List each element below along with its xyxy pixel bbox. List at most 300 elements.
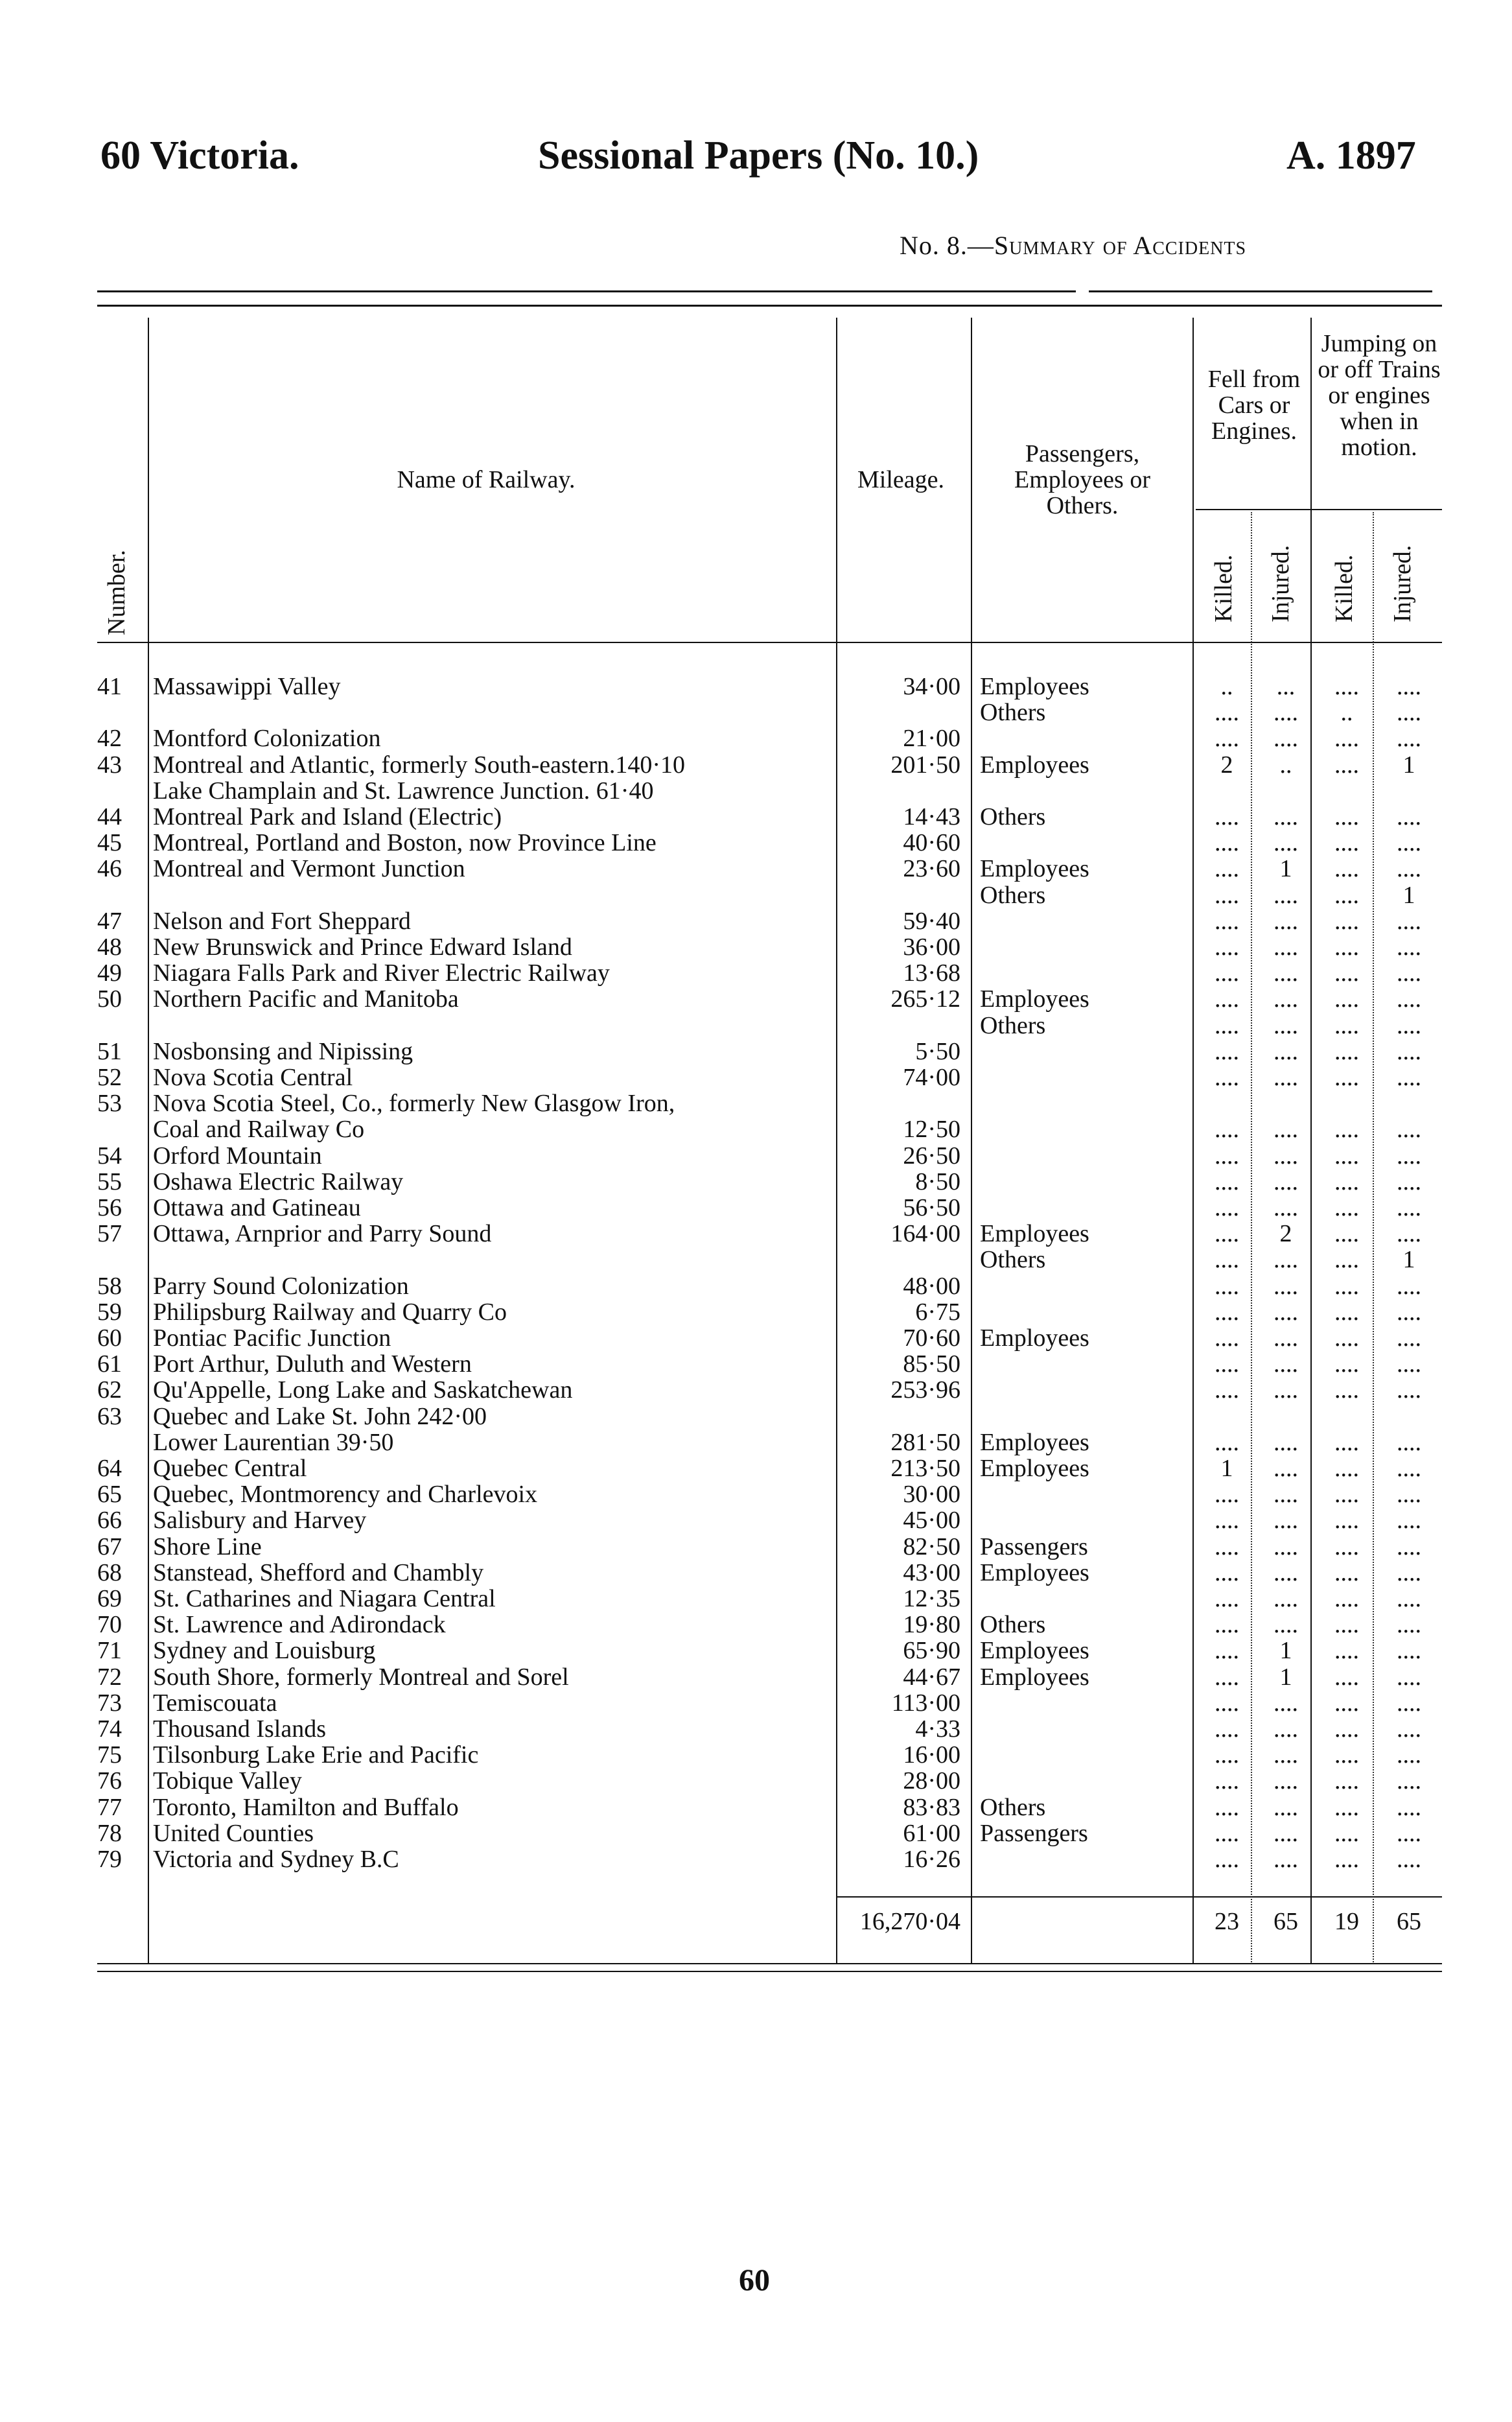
fell-killed: 2 [1220, 753, 1233, 778]
jump-killed: .... [1334, 1013, 1359, 1039]
jump-injured: .... [1397, 1586, 1421, 1612]
mileage: 281·50 [890, 1430, 960, 1455]
jump-killed: .... [1334, 1795, 1359, 1820]
row-number: 67 [97, 1534, 122, 1560]
col-header-name: Name of Railway. [397, 466, 576, 493]
fell-injured: 1 [1279, 856, 1292, 882]
mileage: 8·50 [915, 1170, 960, 1195]
fell-injured: .... [1274, 1378, 1298, 1403]
fell-injured: .... [1274, 1013, 1298, 1039]
row-number: 51 [97, 1039, 122, 1064]
jump-killed: .... [1334, 856, 1359, 882]
row-number: 63 [97, 1404, 122, 1429]
jump-killed: .... [1334, 1300, 1359, 1325]
railway-name: Sydney and Louisburg [153, 1638, 376, 1664]
jump-injured: .... [1397, 1300, 1421, 1325]
table-row [0, 1195, 1512, 1221]
railway-name: Oshawa Electric Railway [153, 1170, 404, 1195]
table-row [0, 1170, 1512, 1195]
row-number: 62 [97, 1378, 122, 1403]
jump-injured: .... [1397, 1847, 1421, 1872]
jump-killed: .... [1334, 1665, 1359, 1690]
person-class: Others [980, 805, 1046, 830]
mileage: 45·00 [903, 1508, 960, 1533]
col-header-fell-killed: Killed. [1210, 554, 1237, 622]
mileage: 61·00 [903, 1821, 960, 1846]
table-row [0, 1247, 1512, 1273]
fell-injured: .... [1274, 1847, 1298, 1872]
row-number: 42 [97, 726, 122, 751]
person-class: Employees [980, 1430, 1089, 1455]
jump-killed: .... [1334, 726, 1359, 751]
running-head-year: A. 1897 [1286, 134, 1416, 178]
railway-name: Montreal and Vermont Junction [153, 856, 465, 882]
fell-injured: .... [1274, 1065, 1298, 1090]
fell-injured: .... [1274, 1769, 1298, 1794]
table-row [0, 1430, 1512, 1455]
table-row [0, 700, 1512, 725]
railway-name: South Shore, formerly Montreal and Sorel [153, 1665, 569, 1690]
jump-killed: .... [1334, 1221, 1359, 1247]
fell-killed: .... [1215, 1430, 1239, 1455]
mileage: 26·50 [903, 1144, 960, 1169]
row-number: 52 [97, 1065, 122, 1090]
fell-injured: .... [1274, 1821, 1298, 1846]
jump-killed: .... [1334, 1691, 1359, 1716]
total-mileage: 16,270·04 [859, 1909, 960, 1934]
fell-killed: .... [1215, 1326, 1239, 1351]
fell-killed: .... [1215, 830, 1239, 856]
fell-killed: .... [1215, 1065, 1239, 1090]
mileage: 83·83 [903, 1795, 960, 1820]
fell-injured: .... [1274, 1534, 1298, 1560]
fell-injured: .... [1274, 1691, 1298, 1716]
totals-row [0, 1909, 1512, 1934]
fell-killed: .... [1215, 1821, 1239, 1846]
railway-name: Nova Scotia Steel, Co., formerly New Glasgow Iron, [153, 1091, 675, 1116]
jump-injured: .... [1397, 1795, 1421, 1820]
row-number: 77 [97, 1795, 122, 1820]
mileage: 14·43 [903, 805, 960, 830]
railway-name: United Counties [153, 1821, 314, 1846]
table-row [0, 935, 1512, 960]
fell-injured: .. [1279, 753, 1292, 778]
jump-killed: .... [1334, 1586, 1359, 1612]
fell-killed: .... [1215, 1638, 1239, 1664]
bottom-rule-1 [97, 1963, 1442, 1964]
jump-injured: .... [1397, 1769, 1421, 1794]
totals-rule [836, 1896, 1442, 1898]
fell-injured: 1 [1279, 1665, 1292, 1690]
person-class: Employees [980, 1221, 1089, 1247]
table-row [0, 883, 1512, 908]
row-number: 70 [97, 1612, 122, 1638]
fell-killed: .... [1215, 883, 1239, 908]
person-class: Employees [980, 674, 1089, 700]
jump-killed: .... [1334, 1821, 1359, 1846]
fell-injured: .... [1274, 1039, 1298, 1064]
jump-killed: .... [1334, 805, 1359, 830]
col-header-mileage: Mileage. [857, 466, 944, 493]
table-row [0, 1091, 1512, 1116]
table-row [0, 961, 1512, 986]
fell-injured: .... [1274, 1717, 1298, 1742]
jump-killed: .... [1334, 1769, 1359, 1794]
subheader-rule [1196, 509, 1442, 510]
fell-injured: .... [1274, 1195, 1298, 1221]
fell-injured: .... [1274, 987, 1298, 1012]
mileage: 265·12 [890, 987, 960, 1012]
fell-killed: .... [1215, 1691, 1239, 1716]
jump-injured: .... [1397, 1352, 1421, 1377]
fell-injured: .... [1274, 805, 1298, 830]
fell-killed: .... [1215, 1769, 1239, 1794]
person-class: Others [980, 1013, 1046, 1039]
mileage: 12·35 [903, 1586, 960, 1612]
row-number: 50 [97, 987, 122, 1012]
table-row [0, 1300, 1512, 1325]
fell-injured: .... [1274, 1430, 1298, 1455]
table-row [0, 1221, 1512, 1247]
person-class: Employees [980, 1560, 1089, 1586]
jump-killed: .. [1340, 700, 1353, 725]
fell-killed: .... [1215, 1013, 1239, 1039]
table-row [0, 1065, 1512, 1090]
table-row [0, 1378, 1512, 1403]
jump-injured: .... [1397, 1326, 1421, 1351]
railway-name: Nelson and Fort Sheppard [153, 909, 411, 934]
jump-injured: .... [1397, 674, 1421, 700]
table-row [0, 1612, 1512, 1638]
jump-injured: .... [1397, 1743, 1421, 1768]
mileage: 30·00 [903, 1482, 960, 1507]
header-bottom-rule [97, 642, 1442, 643]
total-jump-injured: 65 [1397, 1909, 1421, 1934]
total-fell-injured: 65 [1274, 1909, 1298, 1934]
jump-injured: .... [1397, 1821, 1421, 1846]
mileage: 6·75 [915, 1300, 960, 1325]
table-row [0, 856, 1512, 882]
fell-killed: .... [1215, 1847, 1239, 1872]
fell-killed: .... [1215, 700, 1239, 725]
jump-injured: .... [1397, 1117, 1421, 1142]
jump-injured: .... [1397, 935, 1421, 960]
mileage: 40·60 [903, 830, 960, 856]
table-title-prefix: No. 8.— [900, 231, 994, 260]
fell-injured: .... [1274, 1456, 1298, 1481]
railway-name: Parry Sound Colonization [153, 1274, 409, 1299]
jump-killed: .... [1334, 1717, 1359, 1742]
railway-name: Quebec and Lake St. John 242·00 [153, 1404, 487, 1429]
mileage: 74·00 [903, 1065, 960, 1090]
table-row [0, 1117, 1512, 1142]
jump-killed: .... [1334, 1378, 1359, 1403]
table-row [0, 726, 1512, 751]
jump-killed: .... [1334, 935, 1359, 960]
top-rule-right [1089, 290, 1432, 292]
table-row [0, 1013, 1512, 1039]
fell-killed: .... [1215, 1117, 1239, 1142]
fell-injured: .... [1274, 1247, 1298, 1273]
mileage: 253·96 [890, 1378, 960, 1403]
railway-name: Salisbury and Harvey [153, 1508, 367, 1533]
fell-killed: .... [1215, 856, 1239, 882]
table-row [0, 1847, 1512, 1872]
jump-injured: .... [1397, 1482, 1421, 1507]
jump-killed: .... [1334, 1508, 1359, 1533]
table-row [0, 1717, 1512, 1742]
row-number: 74 [97, 1717, 122, 1742]
jump-killed: .... [1334, 1847, 1359, 1872]
fell-killed: .... [1215, 909, 1239, 934]
fell-injured: .... [1274, 1170, 1298, 1195]
running-head-left: 60 Victoria. [100, 134, 299, 178]
table-row [0, 805, 1512, 830]
railway-name: Pontiac Pacific Junction [153, 1326, 391, 1351]
jump-killed: .... [1334, 674, 1359, 700]
jump-injured: .... [1397, 805, 1421, 830]
jump-killed: .... [1334, 1326, 1359, 1351]
mileage: 113·00 [891, 1691, 960, 1716]
table-row [0, 1586, 1512, 1612]
row-number: 46 [97, 856, 122, 882]
jump-injured: .... [1397, 987, 1421, 1012]
row-number: 59 [97, 1300, 122, 1325]
row-number: 73 [97, 1691, 122, 1716]
mileage: 82·50 [903, 1534, 960, 1560]
jump-injured: .... [1397, 700, 1421, 725]
row-number: 72 [97, 1665, 122, 1690]
mileage: 43·00 [903, 1560, 960, 1586]
fell-killed: 1 [1220, 1456, 1233, 1481]
fell-injured: .... [1274, 961, 1298, 986]
jump-killed: .... [1334, 1612, 1359, 1638]
fell-killed: .... [1215, 1300, 1239, 1325]
person-class: Passengers [980, 1534, 1088, 1560]
fell-injured: .... [1274, 1508, 1298, 1533]
railway-name: Victoria and Sydney B.C [153, 1847, 399, 1872]
row-number: 68 [97, 1560, 122, 1586]
railway-name: Shore Line [153, 1534, 262, 1560]
person-class: Others [980, 883, 1046, 908]
railway-name: Montreal Park and Island (Electric) [153, 805, 502, 830]
row-number: 65 [97, 1482, 122, 1507]
mileage: 16·26 [903, 1847, 960, 1872]
table-row [0, 1769, 1512, 1794]
col-header-class: Passengers, Employees or Others. [1014, 440, 1150, 519]
jump-killed: .... [1334, 1039, 1359, 1064]
fell-killed: .... [1215, 1508, 1239, 1533]
table-row [0, 1352, 1512, 1377]
table-row [0, 674, 1512, 700]
total-fell-killed: 23 [1215, 1909, 1239, 1934]
fell-injured: .... [1274, 1795, 1298, 1820]
row-number: 55 [97, 1170, 122, 1195]
fell-injured: 1 [1279, 1638, 1292, 1664]
mileage: 85·50 [903, 1352, 960, 1377]
fell-injured: .... [1274, 883, 1298, 908]
jump-killed: .... [1334, 909, 1359, 934]
jump-killed: .... [1334, 1247, 1359, 1273]
fell-injured: .... [1274, 1743, 1298, 1768]
jump-injured: 1 [1402, 1247, 1415, 1273]
jump-injured: .... [1397, 1065, 1421, 1090]
fell-injured: .... [1274, 1612, 1298, 1638]
row-number: 66 [97, 1508, 122, 1533]
railway-name: St. Lawrence and Adirondack [153, 1612, 446, 1638]
railway-name: Ottawa and Gatineau [153, 1195, 361, 1221]
table-row [0, 1691, 1512, 1716]
table-row [0, 987, 1512, 1012]
person-class: Employees [980, 1665, 1089, 1690]
jump-injured: .... [1397, 1534, 1421, 1560]
railway-name: Nosbonsing and Nipissing [153, 1039, 413, 1064]
jump-killed: .... [1334, 1482, 1359, 1507]
jump-injured: 1 [1402, 753, 1415, 778]
railway-name: Orford Mountain [153, 1144, 322, 1169]
mileage: 4·33 [915, 1717, 960, 1742]
table-row [0, 1326, 1512, 1351]
bottom-rule-2 [97, 1971, 1442, 1972]
fell-killed: .... [1215, 1482, 1239, 1507]
mileage: 21·00 [903, 726, 960, 751]
fell-killed: .... [1215, 1274, 1239, 1299]
jump-killed: .... [1334, 753, 1359, 778]
railway-name: Lake Champlain and St. Lawrence Junction. 61·40 [153, 779, 654, 804]
row-number: 69 [97, 1586, 122, 1612]
jump-injured: .... [1397, 1691, 1421, 1716]
fell-killed: .... [1215, 1352, 1239, 1377]
railway-name: Northern Pacific and Manitoba [153, 987, 459, 1012]
fell-injured: .... [1274, 1586, 1298, 1612]
row-number: 49 [97, 961, 122, 986]
jump-killed: .... [1334, 1534, 1359, 1560]
mileage: 213·50 [890, 1456, 960, 1481]
fell-injured: ... [1276, 674, 1296, 700]
fell-killed: .... [1215, 1586, 1239, 1612]
fell-injured: .... [1274, 1300, 1298, 1325]
railway-name: Port Arthur, Duluth and Western [153, 1352, 472, 1377]
jump-injured: .... [1397, 1144, 1421, 1169]
table-title [900, 230, 1246, 261]
mileage: 16·00 [903, 1743, 960, 1768]
railway-name: Montford Colonization [153, 726, 381, 751]
person-class: Employees [980, 753, 1089, 778]
fell-killed: .... [1215, 1247, 1239, 1273]
jump-injured: .... [1397, 1638, 1421, 1664]
jump-injured: .... [1397, 1717, 1421, 1742]
person-class: Others [980, 1795, 1046, 1820]
row-number: 45 [97, 830, 122, 856]
person-class: Employees [980, 1326, 1089, 1351]
fell-killed: .... [1215, 1665, 1239, 1690]
col-header-jump-injured: Injured. [1389, 545, 1416, 622]
jump-injured: .... [1397, 1378, 1421, 1403]
jump-injured: .... [1397, 909, 1421, 934]
person-class: Employees [980, 1456, 1089, 1481]
table-row [0, 1274, 1512, 1299]
row-number: 79 [97, 1847, 122, 1872]
row-number: 78 [97, 1821, 122, 1846]
mileage: 164·00 [890, 1221, 960, 1247]
railway-name: Montreal and Atlantic, formerly South-eastern.140·10 [153, 753, 686, 778]
fell-killed: .... [1215, 1144, 1239, 1169]
table-row [0, 1743, 1512, 1768]
jump-injured: .... [1397, 961, 1421, 986]
row-number: 41 [97, 674, 122, 700]
col-header-jumping: Jumping on or off Trains or engines when in motion. [1318, 330, 1441, 461]
row-number: 44 [97, 805, 122, 830]
row-number: 64 [97, 1456, 122, 1481]
person-class: Employees [980, 856, 1089, 882]
person-class: Passengers [980, 1821, 1088, 1846]
table-row [0, 1534, 1512, 1560]
jump-killed: .... [1334, 1560, 1359, 1586]
col-header-number: Number. [103, 550, 130, 635]
top-rule-left [97, 290, 1076, 292]
jump-killed: .... [1334, 1274, 1359, 1299]
railway-name: Quebec, Montmorency and Charlevoix [153, 1482, 538, 1507]
jump-injured: .... [1397, 1430, 1421, 1455]
jump-injured: .... [1397, 1013, 1421, 1039]
row-number: 47 [97, 909, 122, 934]
jump-killed: .... [1334, 1117, 1359, 1142]
railway-name: Montreal, Portland and Boston, now Province Line [153, 830, 657, 856]
table-row [0, 1638, 1512, 1664]
fell-killed: .... [1215, 1534, 1239, 1560]
jump-injured: .... [1397, 856, 1421, 882]
mileage: 13·68 [903, 961, 960, 986]
fell-injured: .... [1274, 1482, 1298, 1507]
table-row [0, 1795, 1512, 1820]
jump-killed: .... [1334, 987, 1359, 1012]
person-class: Employees [980, 987, 1089, 1012]
jump-killed: .... [1334, 1195, 1359, 1221]
jump-injured: .... [1397, 1508, 1421, 1533]
railway-name: Tobique Valley [153, 1769, 302, 1794]
table-row [0, 779, 1512, 804]
table-row [0, 1404, 1512, 1429]
fell-killed: .... [1215, 1170, 1239, 1195]
row-number: 58 [97, 1274, 122, 1299]
mileage: 5·50 [915, 1039, 960, 1064]
table-row [0, 1508, 1512, 1533]
fell-killed: .... [1215, 1039, 1239, 1064]
col-header-jump-killed: Killed. [1331, 554, 1358, 622]
jump-killed: .... [1334, 1638, 1359, 1664]
mileage: 48·00 [903, 1274, 960, 1299]
railway-name: Quebec Central [153, 1456, 307, 1481]
table-title-text: Summary of Accidents [994, 231, 1247, 260]
row-number: 60 [97, 1326, 122, 1351]
table-row [0, 1482, 1512, 1507]
table-row [0, 1144, 1512, 1169]
fell-killed: .... [1215, 726, 1239, 751]
railway-name: Massawippi Valley [153, 674, 341, 700]
jump-injured: .... [1397, 1170, 1421, 1195]
jump-killed: .... [1334, 1456, 1359, 1481]
jump-injured: .... [1397, 1274, 1421, 1299]
railway-name: Ottawa, Arnprior and Parry Sound [153, 1221, 492, 1247]
table-row [0, 1456, 1512, 1481]
person-class: Others [980, 700, 1046, 725]
fell-injured: .... [1274, 1117, 1298, 1142]
person-class: Others [980, 1612, 1046, 1638]
railway-name: St. Catharines and Niagara Central [153, 1586, 496, 1612]
table-row [0, 753, 1512, 778]
col-header-fell-injured: Injured. [1267, 545, 1294, 622]
jump-killed: .... [1334, 1170, 1359, 1195]
